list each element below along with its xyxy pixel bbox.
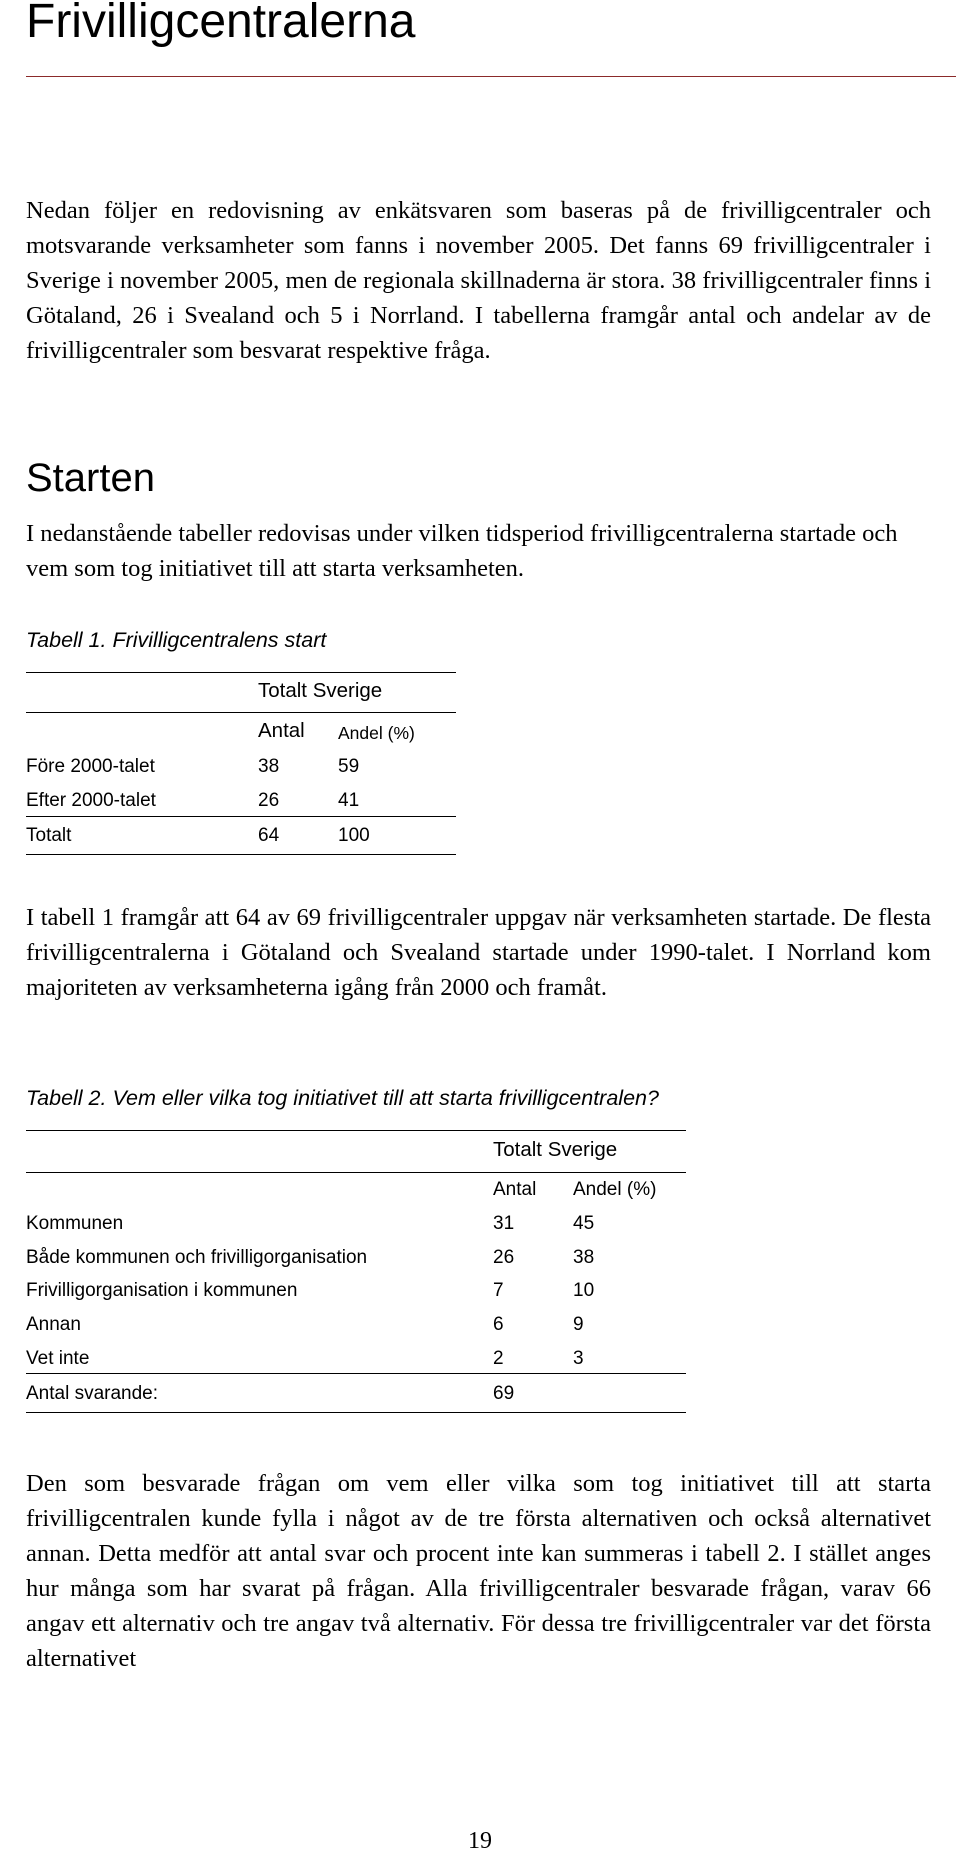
table-cell-antal: 6 bbox=[493, 1314, 504, 1335]
table-total-label: Antal svarande: bbox=[26, 1383, 159, 1404]
table-rule bbox=[26, 1172, 686, 1173]
table-cell-andel: 38 bbox=[573, 1247, 595, 1268]
table-cell-andel: 45 bbox=[573, 1213, 595, 1234]
table-row-label: Före 2000-talet bbox=[26, 756, 155, 777]
page-number: 19 bbox=[468, 1828, 492, 1854]
table1-col-antal: Antal bbox=[258, 719, 305, 742]
title-underline bbox=[26, 76, 956, 77]
table-cell-antal: 7 bbox=[493, 1280, 504, 1301]
table2-caption: Tabell 2. Vem eller vilka tog initiativet till att starta frivilligcentralen? bbox=[26, 1086, 659, 1110]
table-row-label: Annan bbox=[26, 1314, 81, 1335]
table-cell-antal: 2 bbox=[493, 1348, 504, 1369]
table-row-label: Frivilligorganisation i kommunen bbox=[26, 1280, 298, 1301]
intro-paragraph: Nedan följer en redovisning av enkätsvaren som baseras på de frivilligcentraler och motsvarande verksamheter som fanns i november 2005. Det fanns 69 frivilligcentraler i Sverige i november 2005, men de regionala skillnaderna är stora. 38 frivilligcentraler finns i Götaland, 26 i Svealand och 5 i Norrland. I tabellerna framgår antal och andelar av de frivilligcentraler som besvarat respektive fråga. bbox=[26, 197, 931, 364]
table1-commentary: I tabell 1 framgår att 64 av 69 frivilligcentraler uppgav när verksamheten startade. De flesta frivilligcentralerna i Götaland och Svealand startade under 1990-talet. I Norrland kom majoriteten av verksamheterna igång från 2000 och framåt. bbox=[26, 904, 931, 1001]
table-total-andel: 100 bbox=[338, 825, 370, 846]
table-cell-antal: 26 bbox=[493, 1247, 515, 1268]
table-rule bbox=[26, 816, 456, 817]
table-cell-andel: 59 bbox=[338, 756, 360, 777]
table-total-antal: 64 bbox=[258, 825, 280, 846]
table2-col-antal: Antal bbox=[493, 1179, 537, 1200]
table-cell-andel: 10 bbox=[573, 1280, 595, 1301]
table-row-label: Vet inte bbox=[26, 1348, 90, 1369]
table-cell-andel: 41 bbox=[338, 790, 360, 811]
table-rule bbox=[26, 854, 456, 855]
table-row-label: Efter 2000-talet bbox=[26, 790, 156, 811]
table-cell-andel: 9 bbox=[573, 1314, 584, 1335]
section-heading: Starten bbox=[26, 456, 155, 500]
table-row-label: Kommunen bbox=[26, 1213, 124, 1234]
table-rule bbox=[26, 1412, 686, 1413]
table-total-label: Totalt bbox=[26, 825, 72, 846]
table2-group-header: Totalt Sverige bbox=[493, 1138, 618, 1161]
table2-commentary: Den som besvarade frågan om vem eller vilka som tog initiativet till att starta frivilligcentralen kunde fylla i något av de tre första alternativen och också alternativet annan. Detta medför att antal svar och procent inte kan summeras i tabell 2. I stället anges hur många som har svarat på frågan. Alla frivilligcentraler besvarade frågan, varav 66 angav ett alternativ och tre angav två alternativ. För dessa tre frivilligcentraler var det första alternativet bbox=[26, 1470, 931, 1672]
table-rule bbox=[26, 712, 456, 713]
table-cell-antal: 38 bbox=[258, 756, 280, 777]
page-title: Frivilligcentralerna bbox=[26, 0, 416, 48]
table-rule bbox=[26, 1373, 686, 1374]
section-intro-paragraph: I nedanstående tabeller redovisas under vilken tidsperiod frivilligcentralerna startade och vem som tog initiativet till att starta verksamheten. bbox=[26, 520, 898, 582]
table-total-antal: 69 bbox=[493, 1383, 515, 1404]
table-rule bbox=[26, 1130, 686, 1131]
table-cell-antal: 26 bbox=[258, 790, 280, 811]
table1-col-andel: Andel (%) bbox=[338, 723, 415, 743]
table1-group-header: Totalt Sverige bbox=[258, 679, 383, 702]
table2 bbox=[26, 1122, 686, 1422]
table-rule bbox=[26, 672, 456, 673]
table-row-label: Både kommunen och frivilligorganisation bbox=[26, 1247, 368, 1268]
table-cell-antal: 31 bbox=[493, 1213, 515, 1234]
table1 bbox=[26, 664, 456, 864]
table1-caption: Tabell 1. Frivilligcentralens start bbox=[26, 628, 327, 652]
table2-col-andel: Andel (%) bbox=[573, 1179, 657, 1200]
table-cell-andel: 3 bbox=[573, 1348, 584, 1369]
